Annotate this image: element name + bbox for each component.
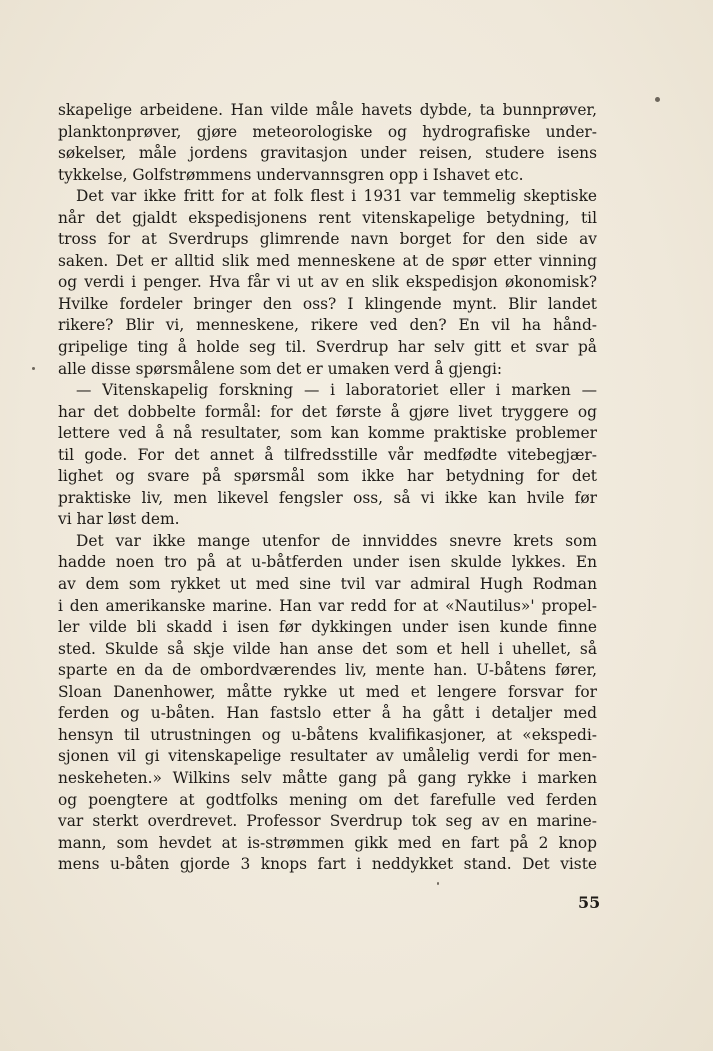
text-line: i den amerikanske marine. Han var redd for at «Nautilus»' propel- xyxy=(58,596,597,615)
page-number: 55 xyxy=(578,893,601,912)
text-line: har det dobbelte formål: for det første å gjøre livet tryggere og xyxy=(58,402,597,421)
paper-speck xyxy=(32,367,35,370)
text-line: Sloan Danenhower, måtte rykke ut med et lengere forsvar for xyxy=(58,682,597,701)
text-line: var sterkt overdrevet. Professor Sverdrup tok seg av en marine- xyxy=(58,812,597,831)
text-line: praktiske liv, men likevel fengsler oss, så vi ikke kan hvile før xyxy=(58,488,597,507)
text-line: mens u-båten gjorde 3 knops fart i neddykket stand. Det viste xyxy=(58,855,597,874)
text-line: når det gjaldt ekspedisjonens rent vitenskapelige betydning, til xyxy=(58,208,597,227)
text-line: ler vilde bli skadd i isen før dykkingen under isen kunde finne xyxy=(58,618,597,637)
text-line: vi har løst dem. xyxy=(58,510,180,529)
text-line: søkelser, måle jordens gravitasjon under reisen, studere isens xyxy=(58,144,597,163)
text-line: til gode. For det annet å tilfredsstille vår medfødte vitebegjær- xyxy=(58,445,597,464)
text-line: gripelige ting å holde seg til. Sverdrup har selv gitt et svar på xyxy=(58,338,597,357)
text-line: Hvilke fordeler bringer den oss? I klingende mynt. Blir landet xyxy=(58,294,597,313)
text-line: Det var ikke fritt for at folk flest i 1931 var temmelig skeptiske xyxy=(76,187,597,206)
text-line: planktonprøver, gjøre meteorologiske og hydrografiske under- xyxy=(58,122,597,141)
text-line: sjonen vil gi vitenskapelige resultater av umålelig verdi for men- xyxy=(58,747,597,766)
text-line: og verdi i penger. Hva får vi ut av en slik ekspedisjon økonomisk? xyxy=(58,273,597,292)
text-line: ferden og u-båten. Han fastslo etter å ha gått i detaljer med xyxy=(58,704,597,723)
text-line: lettere ved å nå resultater, som kan komme praktiske problemer xyxy=(58,424,597,443)
text-line: alle disse spørsmålene som det er umaken verd å gjengi: xyxy=(58,359,503,378)
text-line: skapelige arbeidene. Han vilde måle havets dybde, ta bunnprøver, xyxy=(58,101,597,119)
text-line: av dem som rykket ut med sine tvil var admiral Hugh Rodman xyxy=(58,575,597,594)
text-line: rikere? Blir vi, menneskene, rikere ved den? En vil ha hånd- xyxy=(58,316,597,335)
text-line: mann, som hevdet at is-strømmen gikk med en fart på 2 knop xyxy=(58,833,597,852)
text-line: lighet og svare på spørsmål som ikke har betydning for det xyxy=(58,467,597,486)
text-line: Det var ikke mange utenfor de innviddes snevre krets som xyxy=(76,531,597,550)
text-line: tross for at Sverdrups glimrende navn borget for den side av xyxy=(58,230,597,249)
text-line: hensyn til utrustningen og u-båtens kvalifikasjoner, at «ekspedi- xyxy=(58,725,597,744)
paper-speck xyxy=(655,97,660,102)
text-line: tykkelse, Golfstrømmens undervannsgren opp i Ishavet etc. xyxy=(58,165,524,184)
text-line: saken. Det er alltid slik med menneskene at de spør etter vinning xyxy=(58,251,597,270)
text-line: sted. Skulde så skje vilde han anse det som et hell i uhellet, så xyxy=(58,639,597,658)
text-line: sparte en da de ombordværendes liv, mente han. U-båtens fører, xyxy=(58,661,597,680)
body-text xyxy=(58,100,597,876)
text-line: neskeheten.» Wilkins selv måtte gang på gang rykke i marken xyxy=(58,768,597,787)
text-line: hadde noen tro på at u-båtferden under isen skulde lykkes. En xyxy=(58,553,597,572)
text-line: og poengtere at godtfolks mening om det farefulle ved ferden xyxy=(58,790,597,809)
text-line: — Vitenskapelig forskning — i laboratoriet eller i marken — xyxy=(76,381,597,400)
paper-speck xyxy=(437,882,439,885)
